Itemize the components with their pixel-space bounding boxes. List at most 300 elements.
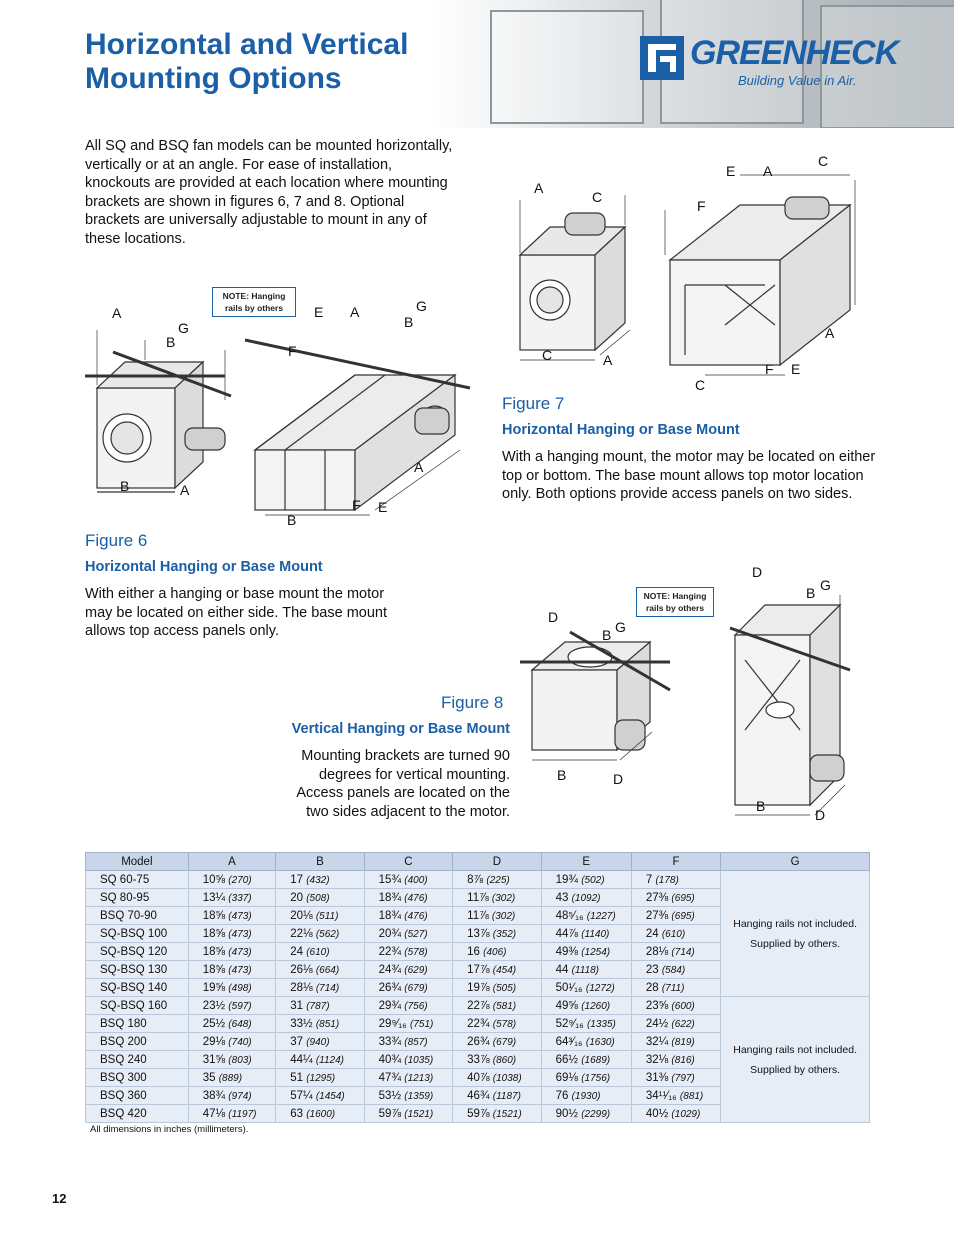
cell-inches: 53½ <box>378 1089 402 1102</box>
cell-millimeters: (432) <box>306 874 330 886</box>
table-cell-c <box>364 925 453 943</box>
cell-millimeters: (1254) <box>581 946 611 958</box>
cell-millimeters: (473) <box>228 928 252 940</box>
cell-inches: 64³⁄₁₆ <box>555 1035 583 1048</box>
cell-inches: 25½ <box>202 1017 226 1030</box>
table-cell-model: BSQ 200 <box>86 1033 189 1051</box>
table-cell-f <box>631 925 720 943</box>
table-cell-f <box>631 889 720 907</box>
cell-millimeters: (1521) <box>492 1108 522 1120</box>
cell-inches: 24 <box>290 945 304 958</box>
cell-millimeters: (270) <box>228 874 252 886</box>
table-cell-d <box>453 1105 541 1123</box>
cell-millimeters: (816) <box>671 1054 695 1066</box>
cell-inches: 31 <box>290 999 304 1012</box>
cell-millimeters: (851) <box>315 1018 340 1030</box>
cell-millimeters: (400) <box>404 874 428 886</box>
cell-millimeters: (679) <box>404 982 428 994</box>
table-cell-e <box>541 961 631 979</box>
cell-millimeters: (664) <box>315 964 340 976</box>
table-cell-model: BSQ 420 <box>86 1105 189 1123</box>
cell-inches: 57¼ <box>290 1089 313 1102</box>
cell-millimeters: (819) <box>671 1036 695 1048</box>
figure-6-note: NOTE: Hanging rails by others <box>212 287 296 317</box>
cell-inches: 22¾ <box>467 1017 490 1030</box>
table-cell-e <box>541 997 631 1015</box>
cell-millimeters: (1124) <box>315 1054 344 1066</box>
cell-millimeters: (1272) <box>585 982 615 994</box>
table-cell-e <box>541 979 631 997</box>
g-note-line-2: Supplied by others. <box>750 1063 841 1076</box>
fig7-label-c-2: C <box>542 347 553 363</box>
dimensions-table <box>85 852 870 1123</box>
cell-inches: 26⅛ <box>290 963 313 976</box>
table-cell-d <box>453 979 541 997</box>
fig6-label-f-2: F <box>352 497 361 513</box>
table-cell-a <box>188 1069 276 1087</box>
cell-inches: 51 <box>290 1071 304 1084</box>
cell-millimeters: (581) <box>492 1000 517 1012</box>
cell-inches: 47¾ <box>378 1071 402 1084</box>
cell-inches: 29¾ <box>378 999 402 1012</box>
fig8-label-d-3: D <box>752 564 763 580</box>
cell-inches: 18¾ <box>378 891 402 904</box>
cell-inches: 47⅛ <box>202 1107 226 1120</box>
cell-millimeters: (1359) <box>404 1090 434 1102</box>
cell-inches: 17⅞ <box>467 963 490 976</box>
cell-millimeters: (600) <box>671 1000 695 1012</box>
greenheck-logo <box>640 34 899 92</box>
table-cell-e <box>541 1069 631 1087</box>
cell-inches: 19¾ <box>555 873 578 886</box>
cell-inches: 19⅞ <box>467 981 490 994</box>
cell-inches: 26¾ <box>378 981 402 994</box>
table-cell-e <box>541 889 631 907</box>
cell-inches: 22¾ <box>378 945 402 958</box>
cell-inches: 15¾ <box>378 873 402 886</box>
cell-millimeters: (857) <box>404 1036 428 1048</box>
table-cell-b <box>276 925 364 943</box>
table-cell-a <box>188 889 276 907</box>
table-cell-model: BSQ 300 <box>86 1069 189 1087</box>
table-cell-model: SQ 60-75 <box>86 871 189 889</box>
cell-inches: 27⅜ <box>645 891 669 904</box>
logo-tagline: Building Value in Air. <box>738 73 857 88</box>
cell-inches: 40½ <box>645 1107 669 1120</box>
cell-inches: 52⁹⁄₁₆ <box>555 1017 584 1030</box>
fig7-label-a-4: A <box>825 325 835 341</box>
cell-inches: 33¾ <box>378 1035 402 1048</box>
table-cell-b <box>276 1087 364 1105</box>
table-cell-model: SQ-BSQ 130 <box>86 961 189 979</box>
cell-inches: 7 <box>645 873 653 886</box>
cell-inches: 24½ <box>645 1017 669 1030</box>
cell-millimeters: (1260) <box>581 1000 611 1012</box>
cell-millimeters: (1140) <box>581 928 610 940</box>
table-cell-c <box>364 943 453 961</box>
figure-7-drawing <box>505 155 870 390</box>
table-cell-c <box>364 961 453 979</box>
column-header-model: Model <box>86 853 189 871</box>
table-cell-a <box>188 1105 276 1123</box>
fig6-label-e-2: E <box>378 499 388 515</box>
cell-inches: 38¾ <box>202 1089 226 1102</box>
cell-millimeters: (562) <box>315 928 340 940</box>
column-header-d: D <box>453 853 541 871</box>
cell-inches: 50¹⁄₁₆ <box>555 981 583 994</box>
fig8-label-b-4: B <box>756 798 766 814</box>
table-cell-a <box>188 1051 276 1069</box>
cell-millimeters: (1227) <box>586 910 616 922</box>
cell-millimeters: (511) <box>315 910 339 922</box>
fig6-label-a-4: A <box>414 459 424 475</box>
cell-inches: 18⅝ <box>202 945 226 958</box>
column-header-b: B <box>276 853 364 871</box>
cell-millimeters: (473) <box>228 964 252 976</box>
cell-millimeters: (648) <box>228 1018 252 1030</box>
table-footnote: All dimensions in inches (millimeters). <box>90 1124 249 1135</box>
table-cell-model: BSQ 70-90 <box>86 907 189 925</box>
table-cell-a <box>188 979 276 997</box>
table-cell-f <box>631 961 720 979</box>
cell-inches: 18¾ <box>378 909 402 922</box>
cell-millimeters: (787) <box>306 1000 330 1012</box>
cell-inches: 18⅝ <box>202 963 226 976</box>
fig8-label-b-3: B <box>806 585 816 601</box>
fig8-label-g-2: G <box>820 577 831 593</box>
cell-inches: 34¹¹⁄₁₆ <box>645 1089 677 1102</box>
fig6-label-b-1: B <box>166 334 176 350</box>
figure-6-title: Figure 6 <box>85 531 148 550</box>
figure-6-description: With either a hanging or base mount the motor may be located on either side. The base mount allows top access panels only. <box>85 586 388 640</box>
table-cell-model: SQ-BSQ 140 <box>86 979 189 997</box>
cell-inches: 33½ <box>290 1017 313 1030</box>
cell-millimeters: (473) <box>228 910 252 922</box>
figure-7-description: With a hanging mount, the motor may be located on either top or bottom. The base mount allows top motor location only. Both options provide access panels on two sides. <box>502 449 876 503</box>
table-cell-f <box>631 907 720 925</box>
cell-millimeters: (502) <box>581 874 605 886</box>
cell-millimeters: (454) <box>492 964 517 976</box>
cell-inches: 26¾ <box>467 1035 490 1048</box>
cell-millimeters: (751) <box>410 1018 434 1030</box>
table-cell-d <box>453 907 541 925</box>
cell-inches: 28 <box>645 981 659 994</box>
fig8-label-d-2: D <box>613 771 624 787</box>
table-cell-a <box>188 1087 276 1105</box>
fig8-label-d-1: D <box>548 609 559 625</box>
table-cell-e <box>541 871 631 889</box>
cell-millimeters: (584) <box>661 964 686 976</box>
table-cell-f <box>631 1033 720 1051</box>
cell-millimeters: (476) <box>404 910 428 922</box>
cell-millimeters: (578) <box>492 1018 517 1030</box>
table-cell-d <box>453 871 541 889</box>
cell-inches: 43 <box>555 891 569 904</box>
table-cell-b <box>276 1033 364 1051</box>
cell-inches: 66½ <box>555 1053 578 1066</box>
table-cell-a <box>188 907 276 925</box>
cell-millimeters: (1454) <box>315 1090 345 1102</box>
table-cell-d <box>453 1087 541 1105</box>
cell-millimeters: (1092) <box>571 892 601 904</box>
cell-millimeters: (1521) <box>404 1108 434 1120</box>
cell-millimeters: (695) <box>671 892 695 904</box>
g-note-line-1: Hanging rails not included. <box>733 1043 857 1056</box>
table-cell-d <box>453 1069 541 1087</box>
table-cell-b <box>276 1015 364 1033</box>
cell-inches: 29⁹⁄₁₆ <box>378 1017 407 1030</box>
cell-inches: 69⅛ <box>555 1071 578 1084</box>
page-title: Horizontal and Vertical Mounting Options <box>85 28 409 95</box>
figure-8-description: Mounting brackets are turned 90 degrees for vertical mounting. Access panels are located on the two sides adjacent to the motor. <box>296 748 510 820</box>
table-cell-a <box>188 997 276 1015</box>
table-cell-b <box>276 907 364 925</box>
cell-inches: 29⅛ <box>202 1035 226 1048</box>
cell-inches: 49⅜ <box>555 945 578 958</box>
table-cell-b <box>276 871 364 889</box>
cell-inches: 63 <box>290 1107 304 1120</box>
cell-inches: 11⅞ <box>467 909 489 922</box>
cell-millimeters: (225) <box>486 874 510 886</box>
fig7-label-f-1: F <box>697 198 706 214</box>
cell-millimeters: (1035) <box>404 1054 434 1066</box>
figure-6-drawing <box>85 300 485 535</box>
cell-inches: 27⅜ <box>645 909 669 922</box>
cell-millimeters: (1213) <box>404 1072 434 1084</box>
fig6-label-g-1: G <box>178 320 189 336</box>
cell-inches: 23½ <box>202 999 226 1012</box>
fig7-label-f-2: F <box>765 361 774 377</box>
table-cell-c <box>364 997 453 1015</box>
table-row <box>86 871 870 889</box>
table-cell-c <box>364 907 453 925</box>
fig8-label-b-2: B <box>557 767 567 783</box>
table-cell-c <box>364 1105 453 1123</box>
table-cell-b <box>276 979 364 997</box>
table-cell-f <box>631 1087 720 1105</box>
cell-millimeters: (302) <box>491 910 516 922</box>
table-cell-d <box>453 1051 541 1069</box>
fig7-label-e-2: E <box>791 361 801 377</box>
table-cell-c <box>364 889 453 907</box>
cell-inches: 28⅛ <box>290 981 313 994</box>
column-header-e: E <box>541 853 631 871</box>
table-cell-c <box>364 1069 453 1087</box>
fig6-label-a-1: A <box>112 305 122 321</box>
cell-inches: 44¼ <box>290 1053 313 1066</box>
cell-millimeters: (974) <box>228 1090 252 1102</box>
intro-paragraph: All SQ and BSQ fan models can be mounted horizontally, vertically or at an angle. For ease of installation, knockouts are provided at each location where mounting brackets are shown in figures 6, 7 and 8. Optional brackets are universally adjustable to mount in any of these locations. <box>85 138 453 247</box>
cell-inches: 59⅞ <box>378 1107 402 1120</box>
cell-inches: 22⅞ <box>467 999 490 1012</box>
cell-millimeters: (578) <box>404 946 428 958</box>
cell-inches: 40⅞ <box>467 1071 490 1084</box>
table-cell-b <box>276 1105 364 1123</box>
fig8-label-b-1: B <box>602 627 612 643</box>
cell-inches: 19⅝ <box>202 981 226 994</box>
cell-inches: 44⅞ <box>555 927 578 940</box>
table-cell-c <box>364 1051 453 1069</box>
table-cell-c <box>364 979 453 997</box>
fig7-label-a-2: A <box>603 352 613 368</box>
table-cell-model: SQ-BSQ 120 <box>86 943 189 961</box>
cell-millimeters: (498) <box>228 982 252 994</box>
table-cell-b <box>276 1051 364 1069</box>
cell-millimeters: (610) <box>306 946 330 958</box>
cell-millimeters: (1038) <box>492 1072 522 1084</box>
cell-millimeters: (1118) <box>571 964 600 976</box>
cell-millimeters: (797) <box>671 1072 695 1084</box>
cell-inches: 28⅛ <box>645 945 669 958</box>
cell-inches: 10⅝ <box>202 873 226 886</box>
table-cell-e <box>541 1033 631 1051</box>
cell-inches: 48⁵⁄₁₆ <box>555 909 584 922</box>
cell-inches: 8⅞ <box>467 873 484 886</box>
table-cell-model: BSQ 180 <box>86 1015 189 1033</box>
cell-inches: 37 <box>290 1035 304 1048</box>
cell-inches: 20¾ <box>378 927 402 940</box>
fig8-label-g-1: G <box>615 619 626 635</box>
table-cell-b <box>276 943 364 961</box>
cell-millimeters: (714) <box>315 982 340 994</box>
cell-inches: 31⅝ <box>202 1053 226 1066</box>
cell-inches: 24¾ <box>378 963 402 976</box>
cell-inches: 17 <box>290 873 304 886</box>
cell-millimeters: (597) <box>228 1000 252 1012</box>
g-note-line-2: Supplied by others. <box>750 937 841 950</box>
table-cell-g-note <box>721 871 870 997</box>
table-cell-f <box>631 1105 720 1123</box>
fig6-label-b-4: B <box>287 512 297 528</box>
cell-millimeters: (711) <box>661 982 685 994</box>
cell-inches: 16 <box>467 945 480 958</box>
table-cell-a <box>188 1033 276 1051</box>
figure-7-subtitle: Horizontal Hanging or Base Mount <box>502 422 740 438</box>
table-cell-b <box>276 997 364 1015</box>
table-cell-f <box>631 1069 720 1087</box>
column-header-f: F <box>631 853 720 871</box>
cell-millimeters: (527) <box>404 928 428 940</box>
table-cell-model: BSQ 360 <box>86 1087 189 1105</box>
table-cell-e <box>541 907 631 925</box>
cell-millimeters: (714) <box>671 946 695 958</box>
table-cell-b <box>276 961 364 979</box>
cell-inches: 32⅛ <box>645 1053 669 1066</box>
table-cell-model: SQ-BSQ 160 <box>86 997 189 1015</box>
table-cell-b <box>276 1069 364 1087</box>
cell-inches: 23 <box>645 963 659 976</box>
cell-millimeters: (1630) <box>585 1036 615 1048</box>
cell-millimeters: (622) <box>671 1018 695 1030</box>
cell-millimeters: (803) <box>228 1054 252 1066</box>
cell-millimeters: (2299) <box>581 1108 611 1120</box>
fig6-label-f-1: F <box>288 343 297 359</box>
table-cell-model: BSQ 240 <box>86 1051 189 1069</box>
table-cell-f <box>631 943 720 961</box>
fig7-label-c-3: C <box>818 153 829 169</box>
cell-millimeters: (473) <box>228 946 252 958</box>
cell-millimeters: (679) <box>492 1036 517 1048</box>
cell-inches: 90½ <box>555 1107 578 1120</box>
table-cell-d <box>453 997 541 1015</box>
cell-inches: 20 <box>290 891 304 904</box>
fig6-label-a-3: A <box>350 304 360 320</box>
table-cell-d <box>453 961 541 979</box>
page-number: 12 <box>52 1191 67 1206</box>
table-cell-d <box>453 1015 541 1033</box>
table-cell-a <box>188 943 276 961</box>
table-cell-e <box>541 1105 631 1123</box>
fig6-label-g-2: G <box>416 298 427 314</box>
cell-millimeters: (1335) <box>586 1018 616 1030</box>
cell-millimeters: (1930) <box>571 1090 601 1102</box>
column-header-a: A <box>188 853 276 871</box>
cell-inches: 31⅜ <box>645 1071 669 1084</box>
figure-6-subtitle: Horizontal Hanging or Base Mount <box>85 559 323 575</box>
fig8-label-d-4: D <box>815 807 826 823</box>
table-cell-f <box>631 979 720 997</box>
figure-8-subtitle: Vertical Hanging or Base Mount <box>291 721 510 737</box>
table-cell-g-note <box>721 997 870 1123</box>
cell-millimeters: (695) <box>671 910 695 922</box>
table-cell-model: SQ 80-95 <box>86 889 189 907</box>
cell-millimeters: (881) <box>679 1090 704 1102</box>
cell-inches: 76 <box>555 1089 569 1102</box>
table-cell-e <box>541 1051 631 1069</box>
cell-inches: 59⅞ <box>467 1107 490 1120</box>
column-header-g: G <box>721 853 870 871</box>
table-header-row <box>86 853 870 871</box>
cell-millimeters: (860) <box>492 1054 517 1066</box>
cell-millimeters: (302) <box>491 892 516 904</box>
cell-millimeters: (629) <box>404 964 428 976</box>
table-cell-f <box>631 1051 720 1069</box>
cell-millimeters: (940) <box>306 1036 330 1048</box>
table-cell-f <box>631 1015 720 1033</box>
cell-inches: 23⅝ <box>645 999 669 1012</box>
table-row <box>86 997 870 1015</box>
table-cell-f <box>631 997 720 1015</box>
cell-millimeters: (508) <box>306 892 330 904</box>
cell-millimeters: (505) <box>492 982 517 994</box>
table-cell-c <box>364 1087 453 1105</box>
fig6-label-b-3: B <box>404 314 414 330</box>
table-cell-c <box>364 1033 453 1051</box>
greenheck-logo-mark-icon <box>640 36 684 80</box>
cell-millimeters: (610) <box>661 928 686 940</box>
table-cell-f <box>631 871 720 889</box>
table-cell-e <box>541 925 631 943</box>
column-header-c: C <box>364 853 453 871</box>
table-cell-e <box>541 1087 631 1105</box>
fig7-label-a-1: A <box>534 180 544 196</box>
table-cell-model: SQ-BSQ 100 <box>86 925 189 943</box>
cell-millimeters: (740) <box>228 1036 252 1048</box>
cell-millimeters: (1689) <box>581 1054 611 1066</box>
cell-inches: 49⅝ <box>555 999 578 1012</box>
cell-millimeters: (1295) <box>306 1072 336 1084</box>
table-cell-a <box>188 871 276 889</box>
cell-inches: 35 <box>202 1071 216 1084</box>
cell-inches: 44 <box>555 963 569 976</box>
table-cell-b <box>276 889 364 907</box>
cell-inches: 18⅝ <box>202 927 226 940</box>
cell-millimeters: (756) <box>404 1000 428 1012</box>
cell-millimeters: (1600) <box>306 1108 336 1120</box>
cell-millimeters: (1756) <box>581 1072 611 1084</box>
logo-name: GREENHECK <box>690 34 899 72</box>
cell-inches: 13¼ <box>202 891 226 904</box>
